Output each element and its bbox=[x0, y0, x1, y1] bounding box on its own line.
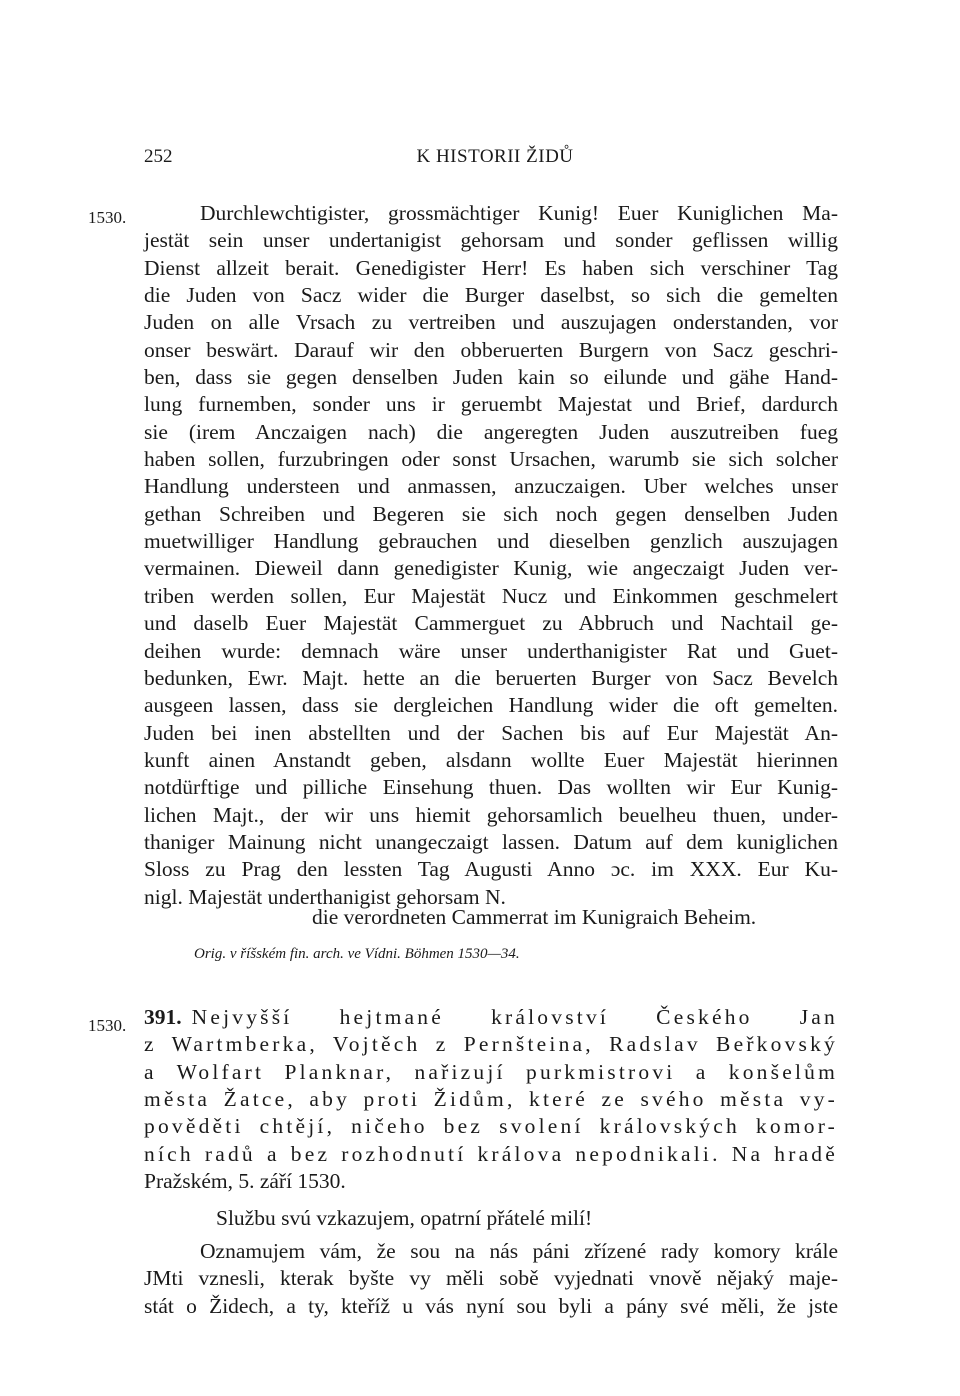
salutation: Službu svú vzkazujem, opatrní přátelé milí! bbox=[216, 1206, 593, 1230]
text-line: haben sollen, furzubringen oder sonst Ursachen, warumb sie sich solcher bbox=[144, 447, 838, 472]
text-line: kunft ainen Anstandt geben, alsdann wollte Euer Majestät hierinnen bbox=[144, 747, 838, 772]
text-line: onser beswärt. Darauf wir den obberuerten Burgern von Sacz geschri- bbox=[144, 337, 838, 362]
margin-year: 1530. bbox=[88, 1016, 127, 1035]
source-citation: Orig. v říšském fin. arch. ve Vídni. Böhmen 1530—34. bbox=[194, 946, 520, 962]
text-line: nigl. Majestät underthanigist gehorsam N. bbox=[144, 884, 506, 909]
text-line: Oznamujem vám, že sou na nás páni zřízené rady komory krále bbox=[200, 1239, 838, 1263]
text-line: města Žatce, aby proti Židům, které ze svého města vy- bbox=[144, 1087, 838, 1112]
signature-line: die verordneten Cammerrat im Kunigraich Beheim. bbox=[312, 905, 757, 929]
text-line: notdürftige und pilliche Einsehung thuen. Das wollten wir Eur Kunig- bbox=[144, 775, 838, 800]
text-line: Pražském, 5. září 1530. bbox=[144, 1169, 346, 1194]
text-line: bedunken, Ewr. Majt. hette an die beruerten Burger von Sacz Bevelch bbox=[144, 665, 838, 690]
text-line: muetwilliger Handlung gebrauchen und dieselben genzlich auszujagen bbox=[144, 529, 838, 554]
text-line: ních radů a bez rozhodnutí králova nepodnikali. Na hradě bbox=[144, 1141, 838, 1166]
text-line: gethan Schreiben und Begeren sie sich noch gegen denselben Juden bbox=[144, 501, 838, 526]
regest-paragraph bbox=[144, 1004, 838, 1195]
running-title: K HISTORII ŽIDŮ bbox=[416, 146, 574, 167]
text-line: a Wolfart Planknar, nařizují purkmistrovi a konšelům bbox=[144, 1059, 838, 1084]
text-line: lung furnemben, sonder uns ir geruembt Majestat und Brief, dardurch bbox=[144, 392, 838, 417]
text-line: Juden bei inen abstellten und der Sachen bis auf Eur Majestät An- bbox=[144, 720, 838, 745]
text-line: 391. Nejvyšší hejtmané království Českého Jan bbox=[144, 1005, 838, 1029]
text-line: vermainen. Dieweil dann genedigister Kunig, wie angeczaigt Juden ver- bbox=[144, 556, 838, 581]
german-letter bbox=[144, 200, 838, 911]
margin-year: 1530. bbox=[88, 208, 127, 227]
text-line: stát o Židech, a ty, kteříž u vás nyní sou byli a pány své měli, že jste bbox=[144, 1293, 838, 1318]
text-line: deihen wurde: demnach wäre unser underthanigister Rat und Guet- bbox=[144, 638, 838, 663]
text-line: Durchlewchtigister, grossmächtiger Kunig! Euer Kuniglichen Ma- bbox=[200, 201, 838, 225]
text-line: lichen Majt., der wir uns hiemit gehorsamlich beuelheu thuen, under- bbox=[144, 802, 838, 827]
document-number: 391. bbox=[144, 1005, 182, 1029]
text-line: thaniger Mainung nicht unangeczaigt lassen. Datum auf dem kuniglichen bbox=[144, 829, 838, 854]
czech-letter bbox=[144, 1238, 838, 1320]
text-line: Handlung understeen und anmassen, anzuczaigen. Uber welches unser bbox=[144, 474, 838, 499]
text-line: die Juden von Sacz wider die Burger daselbst, so sich die gemelten bbox=[144, 283, 838, 308]
text-line: ben, dass sie gegen denselben Juden kain so eilunde und gähe Hand- bbox=[144, 365, 838, 390]
text-line: JMti vznesli, kterak byšte vy měli sobě vyjednati vnově nějaký maje- bbox=[144, 1266, 838, 1291]
text-line: und daselb Euer Majestät Cammerguet zu Abbruch und Nachtail ge- bbox=[144, 611, 838, 636]
page-header bbox=[144, 146, 846, 176]
text-line: ausgeen lassen, dass sie dergleichen Handlung wider die oft gemelten. bbox=[144, 693, 838, 718]
page-number: 252 bbox=[144, 146, 173, 167]
text-line: Dienst allzeit berait. Genedigister Herr! Es haben sich verschiner Tag bbox=[144, 255, 838, 280]
text-line: triben werden sollen, Eur Majestät Nucz und Einkommen geschmelert bbox=[144, 583, 838, 608]
text-line: Juden on alle Vrsach zu vertreiben und auszujagen onderstanden, vor bbox=[144, 310, 838, 335]
text-line: sie (irem Anczaigen nach) die angeregten Juden auszutreiben fueg bbox=[144, 419, 838, 444]
text-line: jestät sein unser undertanigist gehorsam und sonder geflissen willig bbox=[144, 228, 838, 253]
text-line: z Wartmberka, Vojtěch z Pernšteina, Radslav Beřkovský bbox=[144, 1032, 838, 1057]
text-line: pověděti chtějí, ničeho bez svolení královských komor- bbox=[144, 1114, 838, 1139]
text-line: Sloss zu Prag den lessten Tag Augusti Anno ɔc. im XXX. Eur Ku- bbox=[144, 857, 838, 882]
